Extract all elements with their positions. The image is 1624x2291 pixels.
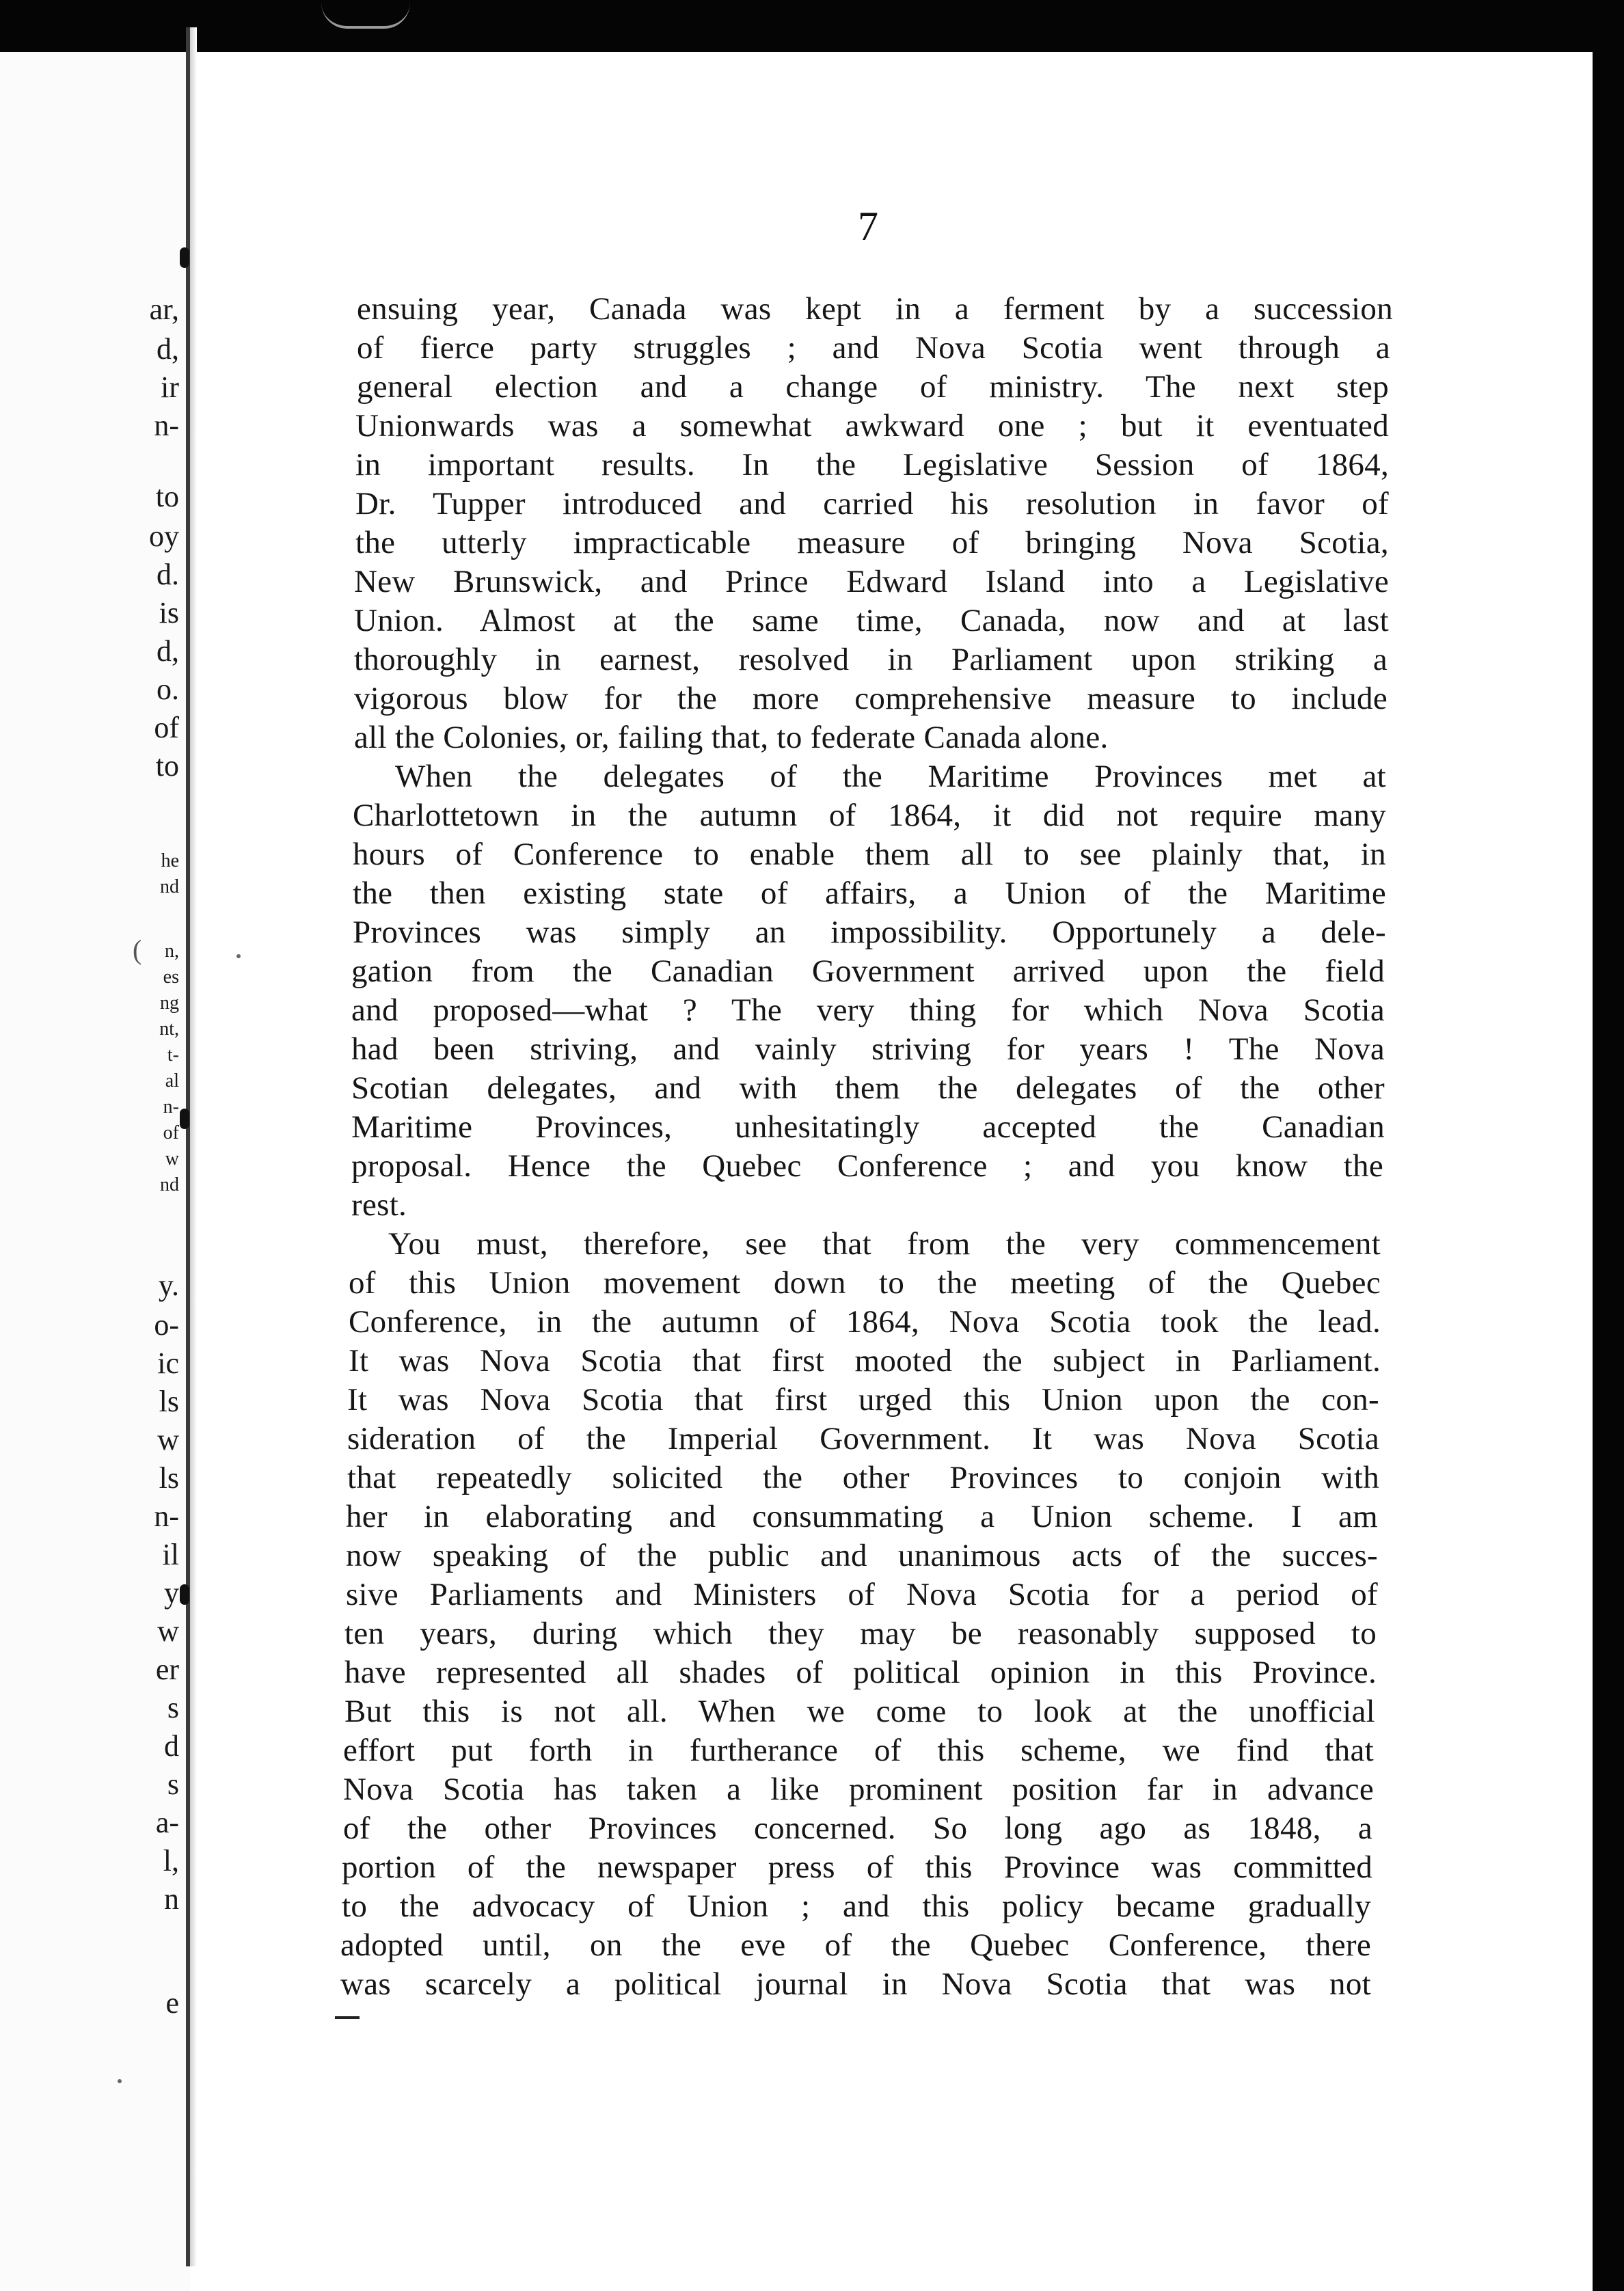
facing-fragment: n- [154,409,179,442]
facing-fragment: w [165,1148,179,1169]
text-line: of this Union movement down to the meeting of the Quebec [349,1265,1381,1301]
facing-fragment: ar, [149,293,179,326]
facing-fragment: o. [157,673,179,706]
facing-fragment: er [155,1653,179,1686]
facing-fragment: n, [165,940,179,962]
facing-fragment: of [154,711,179,744]
page-number: 7 [858,204,878,249]
facing-fragment: ic [157,1346,179,1380]
text-line: It was Nova Scotia that first mooted the subject in Parliament. [349,1343,1381,1379]
text-line: have represented all shades of political opinion in this Province. [344,1655,1377,1690]
facing-fragment: n- [154,1500,179,1533]
facing-fragment: nt, [159,1018,179,1040]
facing-fragment: il [162,1538,179,1571]
facing-fragment: of [163,1122,179,1143]
text-line: New Brunswick, and Prince Edward Island into a Legislative [354,564,1389,599]
text-line: sideration of the Imperial Government. It was Nova Scotia [347,1421,1379,1456]
text-line: Union. Almost at the same time, Canada, now and at last [354,603,1389,638]
text-line: ensuing year, Canada was kept in a ferment by a succession [357,291,1393,327]
text-line: It was Nova Scotia that first urged this Union upon the con- [347,1382,1379,1418]
text-line: adopted until, on the eve of the Quebec Conference, there [340,1927,1371,1963]
facing-fragment: o- [154,1308,179,1342]
text-line: ten years, during which they may be reasonably supposed to [344,1616,1377,1651]
text-line: now speaking of the public and unanimous acts of the succes- [346,1538,1378,1573]
facing-fragment: to [155,480,179,513]
facing-fragment: ls [159,1385,179,1418]
facing-fragment: n- [163,1096,179,1117]
facing-fragment: oy [149,519,179,553]
text-line: sive Parliaments and Ministers of Nova Scotia for a period of [346,1577,1378,1612]
facing-fragment: s [167,1691,179,1724]
facing-fragment: n [164,1882,179,1916]
text-line: her in elaborating and consummating a Union scheme. I am [346,1499,1378,1534]
facing-fragment: d [164,1729,179,1763]
text-line: gation from the Canadian Government arrived upon the field [351,953,1385,989]
text-line: the utterly impracticable measure of bringing Nova Scotia, [355,525,1389,560]
facing-fragment: ls [159,1461,179,1495]
facing-fragment: a- [155,1806,179,1839]
facing-fragment: ng [160,992,179,1014]
facing-fragment: nd [160,876,179,897]
text-line: Unionwards was a somewhat awkward one ; but it eventuated [355,408,1389,444]
facing-fragment: w [157,1614,179,1648]
facing-fragment: ir [161,370,179,404]
text-line: Scotian delegates, and with them the delegates of the other [351,1070,1385,1106]
facing-fragment: es [163,966,179,988]
text-line: the then existing state of affairs, a Union of the Maritime [353,876,1386,911]
facing-fragment: he [161,850,179,871]
facing-fragment: to [155,749,179,783]
text-line: of fierce party struggles ; and Nova Scotia went through a [357,330,1390,366]
text-line: that repeatedly solicited the other Provinces to conjoin with [347,1460,1379,1495]
margin-mark: ( [133,934,142,965]
facing-fragment: d, [157,634,179,668]
facing-fragment: t- [167,1044,179,1066]
text-line: When the delegates of the Maritime Provinces met at [395,759,1386,794]
facing-fragment: d. [157,558,179,591]
text-line: vigorous blow for the more comprehensive measure to include [354,681,1388,716]
facing-fragment: e [165,1986,179,2020]
text-line: general election and a change of ministry. The next step [357,369,1389,405]
text-line: hours of Conference to enable them all to see plainly that, in [353,837,1386,872]
text-line: of the other Provinces concerned. So long ago as 1848, a [343,1811,1372,1846]
facing-fragment: s [167,1767,179,1801]
facing-fragment: al [165,1070,179,1092]
facing-fragment: y [164,1576,179,1610]
facing-fragment: y. [158,1269,179,1302]
text-line: was scarcely a political journal in Nova Scotia that was not [340,1966,1371,2002]
text-line: Conference, in the autumn of 1864, Nova Scotia took the lead. [349,1304,1381,1340]
text-line: Nova Scotia has taken a like prominent position far in advance [343,1772,1374,1807]
facing-fragment: d, [157,332,179,366]
print-mark [335,2016,360,2019]
facing-fragment: nd [160,1174,179,1195]
text-line: to the advocacy of Union ; and this policy became gradually [342,1888,1371,1924]
facing-fragment: is [159,596,179,629]
text-line: in important results. In the Legislative Session of 1864, [355,447,1389,483]
facing-fragment: l, [163,1844,179,1877]
text-line: Charlottetown in the autumn of 1864, it did not require many [353,798,1386,833]
facing-fragment: w [157,1423,179,1456]
text-line: But this is not all. When we come to look at the unofficial [344,1694,1375,1729]
text-line: all the Colonies, or, failing that, to federate Canada alone. [354,720,1109,755]
text-line: and proposed—what ? The very thing for which Nova Scotia [351,992,1385,1028]
text-line: Dr. Tupper introduced and carried his resolution in favor of [355,486,1389,521]
text-line: portion of the newspaper press of this Province was committed [342,1849,1372,1885]
text-line: Maritime Provinces, unhesitatingly accepted the Canadian [351,1109,1385,1145]
text-line: proposal. Hence the Quebec Conference ; and you know the [351,1148,1383,1184]
text-line: You must, therefore, see that from the very commencement [388,1226,1381,1262]
text-line: Provinces was simply an impossibility. Opportunely a dele- [353,914,1386,950]
text-line: rest. [351,1187,407,1223]
text-line: effort put forth in furtherance of this scheme, we find that [343,1733,1374,1768]
text-line: had been striving, and vainly striving for years ! The Nova [351,1031,1385,1067]
text-line: thoroughly in earnest, resolved in Parliament upon striking a [354,642,1388,677]
